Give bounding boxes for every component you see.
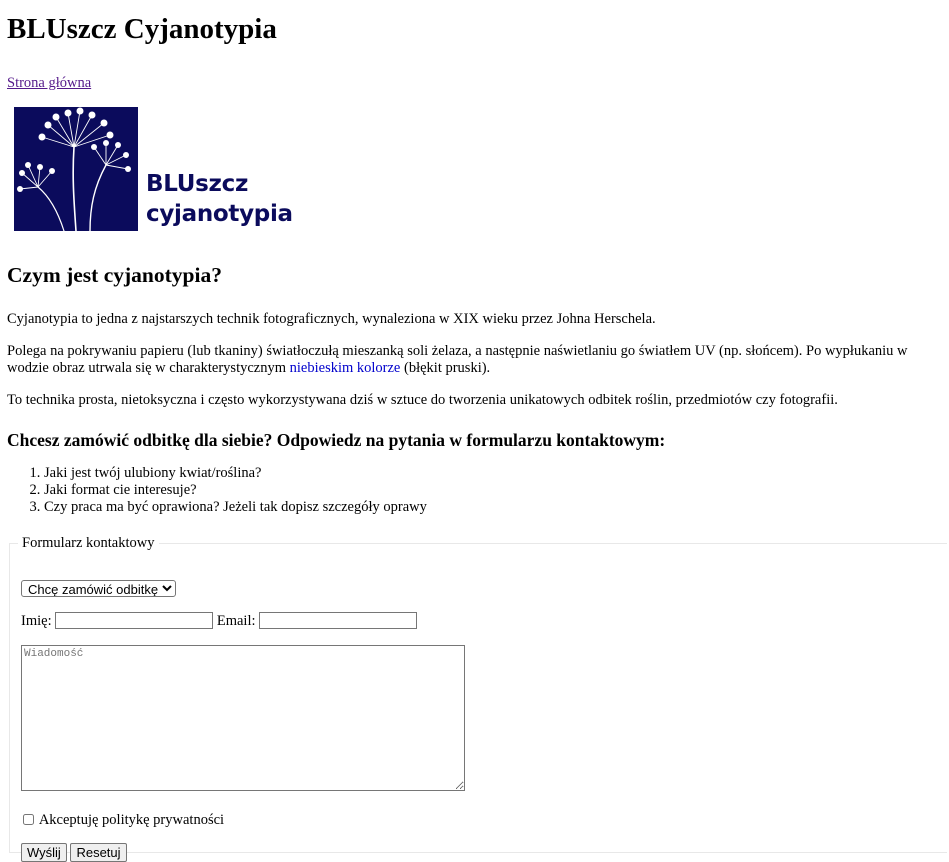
intro-heading: Czym jest cyjanotypia?	[7, 263, 222, 287]
email-label: Email:	[216, 613, 256, 629]
order-heading: Chcesz zamówić odbitkę dla siebie? Odpowiedz na pytania w formularzu kontaktowym:	[7, 430, 666, 450]
logo-line2: cyjanotypia	[146, 201, 293, 227]
intro-paragraph-2	[7, 343, 942, 377]
intro-paragraph-1: Cyjanotypia to jedna z najstarszych technik fotograficznych, wynaleziona w XIX wieku przez Johna Herschela.	[7, 311, 656, 327]
logo-text	[146, 169, 293, 229]
name-label: Imię:	[21, 613, 52, 629]
name-input[interactable]	[55, 612, 213, 629]
dill-flower-icon	[14, 107, 138, 231]
list-item: 2. Jaki format cie interesuje?	[44, 482, 949, 499]
logo	[14, 107, 293, 231]
page-title: BLUszcz Cyjanotypia	[7, 13, 277, 45]
privacy-checkbox[interactable]	[23, 814, 34, 825]
submit-button[interactable]: Wyślij	[21, 843, 67, 862]
list-item: 3. Czy praca ma być oprawiona? Jeżeli tak dopisz szczegóły oprawy	[44, 499, 949, 516]
message-textarea[interactable]	[21, 645, 465, 791]
reset-button[interactable]: Resetuj	[70, 843, 126, 862]
intro-p2-text: Polega na pokrywaniu papieru (lub tkaniny) światłoczułą mieszanką soli żelaza, a następnie naświetlaniu go światłem UV (np. słońcem). Po wypłukaniu w wodzie obraz utrwala się w charakterystycznym	[7, 343, 908, 376]
topic-select[interactable]	[21, 580, 176, 597]
intro-paragraph-3: To technika prosta, nietoksyczna i często wykorzystywana dziś w sztuce do tworzenia unikatowych odbitek roślin, przedmiotów czy fotografii.	[7, 392, 838, 408]
intro-p2-end: (błękit pruski).	[400, 360, 491, 376]
form-legend: Formularz kontaktowy	[22, 535, 155, 551]
email-input[interactable]	[259, 612, 417, 629]
contact-form	[9, 535, 947, 860]
list-item: 1. Jaki jest twój ulubiony kwiat/roślina?	[44, 465, 949, 482]
privacy-label: Akceptuję politykę prywatności	[38, 812, 225, 828]
blue-color-text: niebieskim kolorze	[289, 360, 401, 376]
logo-line1: BLUszcz	[146, 171, 249, 197]
home-link[interactable]: Strona główna	[7, 75, 92, 91]
question-list	[7, 465, 949, 516]
